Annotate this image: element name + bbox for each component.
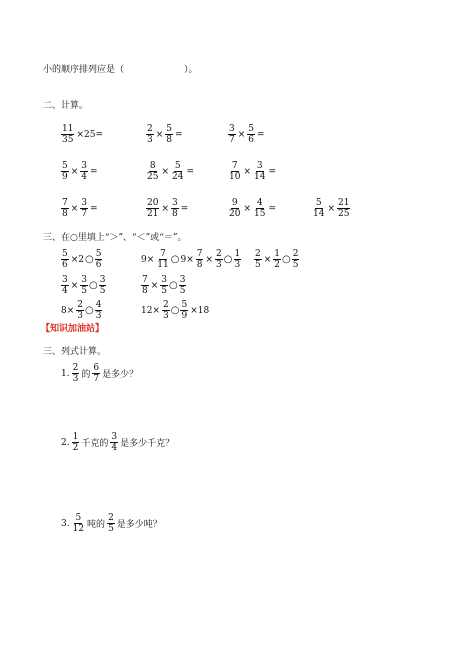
calc-item[interactable] [227,124,266,145]
denominator: 21 [147,209,159,219]
denominator: 5 [255,260,261,270]
denominator: 10 [229,172,241,182]
denominator: 3 [216,260,222,270]
section-title-word-problems: 三、列式计算。 [43,347,107,357]
expression-text: × [150,280,159,291]
compare-circle[interactable]: ○ [170,305,180,316]
numerator: 5 [174,161,181,171]
expression-text: × [237,129,246,140]
numerator: 3 [179,275,186,285]
denominator: 5 [108,524,114,534]
denominator: 3 [95,311,102,321]
denominator: 6 [95,260,102,270]
numerator: 5 [95,249,102,259]
numerator: 3 [81,275,88,285]
denominator: 3 [147,135,153,145]
compare-item[interactable] [140,249,242,270]
numerator: 20 [147,198,159,208]
calc-item[interactable] [145,198,189,219]
expression-text: = [186,166,194,177]
fraction [156,249,169,270]
numerator: 7 [142,275,148,285]
fraction [196,249,204,270]
denominator: 6 [248,135,255,145]
numerator: 3 [256,161,263,171]
fraction [80,275,88,296]
fraction [99,275,107,296]
denominator: 8 [166,135,173,145]
calc-item[interactable] [145,161,195,182]
calc-item[interactable] [227,161,277,182]
expression-text: 吨的 [87,520,106,530]
fraction [273,249,281,270]
compare-item[interactable] [60,249,103,270]
numerator: 3 [81,198,88,208]
calc-item[interactable] [60,198,99,219]
calc-item[interactable] [60,124,104,145]
expression-text: 是多少千克？ [120,439,175,449]
expression-text: 是多少？ [102,370,139,380]
fraction [107,513,115,534]
denominator: 5 [179,286,186,296]
numerator: 3 [172,198,178,208]
compare-item[interactable] [140,275,187,296]
denominator: 35 [62,135,74,145]
fraction [162,300,170,321]
denominator: 3 [77,311,84,321]
fraction [61,249,69,270]
denominator: 5 [292,260,299,270]
denominator: 7 [229,135,235,145]
denominator: 8 [62,209,68,219]
problem-number: 1. [61,368,70,379]
numerator: 1 [234,249,241,259]
fraction [228,198,241,219]
calc-item[interactable] [60,161,99,182]
denominator: 25 [147,172,159,182]
denominator: 8 [196,260,203,270]
compare-circle[interactable]: ○ [170,254,180,265]
numerator: 3 [111,432,118,442]
fraction [160,275,168,296]
fraction [179,275,187,296]
section-title-compare: 三、在○里填上“＞”、“＜”或“＝”。 [43,233,187,243]
denominator: 20 [229,209,241,219]
fraction [337,198,350,219]
compare-item[interactable] [60,275,107,296]
expression-text: = [268,203,276,214]
expression-text: ×2 [70,254,85,265]
fraction [146,124,154,145]
expression-text: = [268,166,276,177]
denominator: 12 [72,524,85,534]
fill-blank-suffix: ）。 [184,65,198,75]
compare-circle[interactable]: ○ [282,254,291,265]
denominator: 25 [338,209,350,219]
fraction [72,513,85,534]
denominator: 2 [274,260,281,270]
compare-circle[interactable]: ○ [223,254,233,265]
denominator: 5 [161,286,168,296]
fraction [92,363,100,384]
denominator: 5 [81,286,88,296]
denominator: 14 [254,172,266,182]
numerator: 5 [62,161,68,171]
numerator: 2 [255,249,261,259]
fraction [171,161,184,182]
fraction [61,275,69,296]
fraction [215,249,223,270]
expression-text: = [257,129,265,140]
denominator: 7 [93,374,100,384]
problem-number: 2. [61,437,70,448]
numerator: 7 [62,198,68,208]
numerator: 2 [216,249,222,259]
denominator: 4 [81,172,88,182]
fraction [253,161,266,182]
numerator: 3 [99,275,106,285]
numerator: 8 [149,161,156,171]
expression-text: ×25= [76,129,103,140]
fraction [61,161,69,182]
fraction [141,275,149,296]
denominator: 3 [72,374,79,384]
fraction [95,249,103,270]
compare-circle[interactable]: ○ [89,280,98,291]
fraction [72,363,80,384]
compare-circle[interactable]: ○ [169,280,178,291]
denominator: 4 [111,443,118,453]
knowledge-station-label: 【知识加油站】 [41,324,105,334]
denominator: 2 [72,443,79,453]
denominator: 24 [172,172,184,182]
fraction [80,198,88,219]
denominator: 3 [234,260,241,270]
word-problem [60,513,163,534]
fraction [234,249,242,270]
denominator: 6 [62,260,68,270]
calc-item[interactable] [227,198,277,219]
numerator: 9 [231,198,238,208]
expression-text: × [161,203,169,214]
numerator: 4 [95,300,102,310]
expression-text: ×18 [190,305,210,316]
fraction [76,300,84,321]
numerator: 7 [196,249,203,259]
denominator: 9 [62,172,68,182]
numerator: 3 [81,161,88,171]
denominator: 5 [99,286,106,296]
expression-text: × [155,129,164,140]
numerator: 6 [93,363,100,373]
fraction [292,249,300,270]
numerator: 5 [75,513,82,523]
expression-text: × [327,203,335,214]
fraction [80,161,88,182]
calc-item[interactable] [311,198,351,219]
expression-text: 9× [180,254,194,265]
calc-item[interactable] [145,124,184,145]
numerator: 1 [72,432,79,442]
denominator: 15 [254,209,266,219]
expression-text: = [175,129,183,140]
expression-text: 9× [141,254,155,265]
fraction [228,161,241,182]
numerator: 2 [147,124,153,134]
expression-text: × [70,280,79,291]
expression-text: 的 [81,370,91,380]
fraction [61,198,69,219]
numerator: 1 [274,249,281,259]
numerator: 3 [62,275,68,285]
numerator: 11 [62,124,74,134]
numerator: 2 [77,300,84,310]
numerator: 5 [62,249,68,259]
numerator: 4 [256,198,263,208]
fill-blank-line [43,64,198,76]
denominator: 8 [172,209,178,219]
numerator: 3 [161,275,168,285]
denominator: 4 [62,286,68,296]
fraction [254,249,262,270]
expression-text: × [70,203,79,214]
numerator: 2 [163,300,169,310]
fraction [165,124,173,145]
expression-text: 12× [141,305,160,316]
expression-text: × [243,203,251,214]
denominator: 11 [157,260,169,270]
numerator: 2 [108,513,114,523]
numerator: 7 [160,249,166,259]
numerator: 7 [231,161,238,171]
numerator: 5 [248,124,255,134]
expression-text: × [243,166,251,177]
numerator: 5 [315,198,322,208]
compare-item[interactable] [253,249,300,270]
expression-text: × [161,166,169,177]
denominator: 14 [313,209,325,219]
expression-text: = [90,203,98,214]
fraction [146,161,159,182]
word-problem [60,432,175,453]
fraction [180,300,188,321]
numerator: 2 [72,363,79,373]
numerator: 3 [229,124,235,134]
numerator: 5 [181,300,188,310]
expression-text: × [70,166,79,177]
fraction [72,432,80,453]
fraction [110,432,118,453]
fraction [146,198,159,219]
section-title-calc: 二、计算。 [43,101,89,111]
denominator: 9 [181,311,188,321]
compare-item[interactable] [60,300,103,321]
expression-text: = [180,203,189,214]
denominator: 8 [142,286,148,296]
fraction [312,198,325,219]
denominator: 7 [81,209,88,219]
word-problem [60,363,139,384]
numerator: 2 [292,249,299,259]
denominator: 3 [163,311,169,321]
fraction [95,300,103,321]
fraction [61,124,74,145]
expression-text: = [90,166,98,177]
expression-text: 是多少吨？ [116,520,162,530]
expression-text: × [205,254,214,265]
compare-circle[interactable]: ○ [85,305,94,316]
fraction [228,124,236,145]
expression-text: × [263,254,272,265]
numerator: 21 [338,198,350,208]
fraction [171,198,179,219]
fill-blank-prefix: 小的顺序排列应是（ [43,65,125,75]
compare-circle[interactable]: ○ [85,254,94,265]
problem-number: 3. [61,518,70,529]
fraction [247,124,255,145]
expression-text: 千克的 [81,439,109,449]
compare-item[interactable] [140,300,210,321]
numerator: 5 [166,124,173,134]
fraction [253,198,266,219]
expression-text: 8× [61,305,75,316]
